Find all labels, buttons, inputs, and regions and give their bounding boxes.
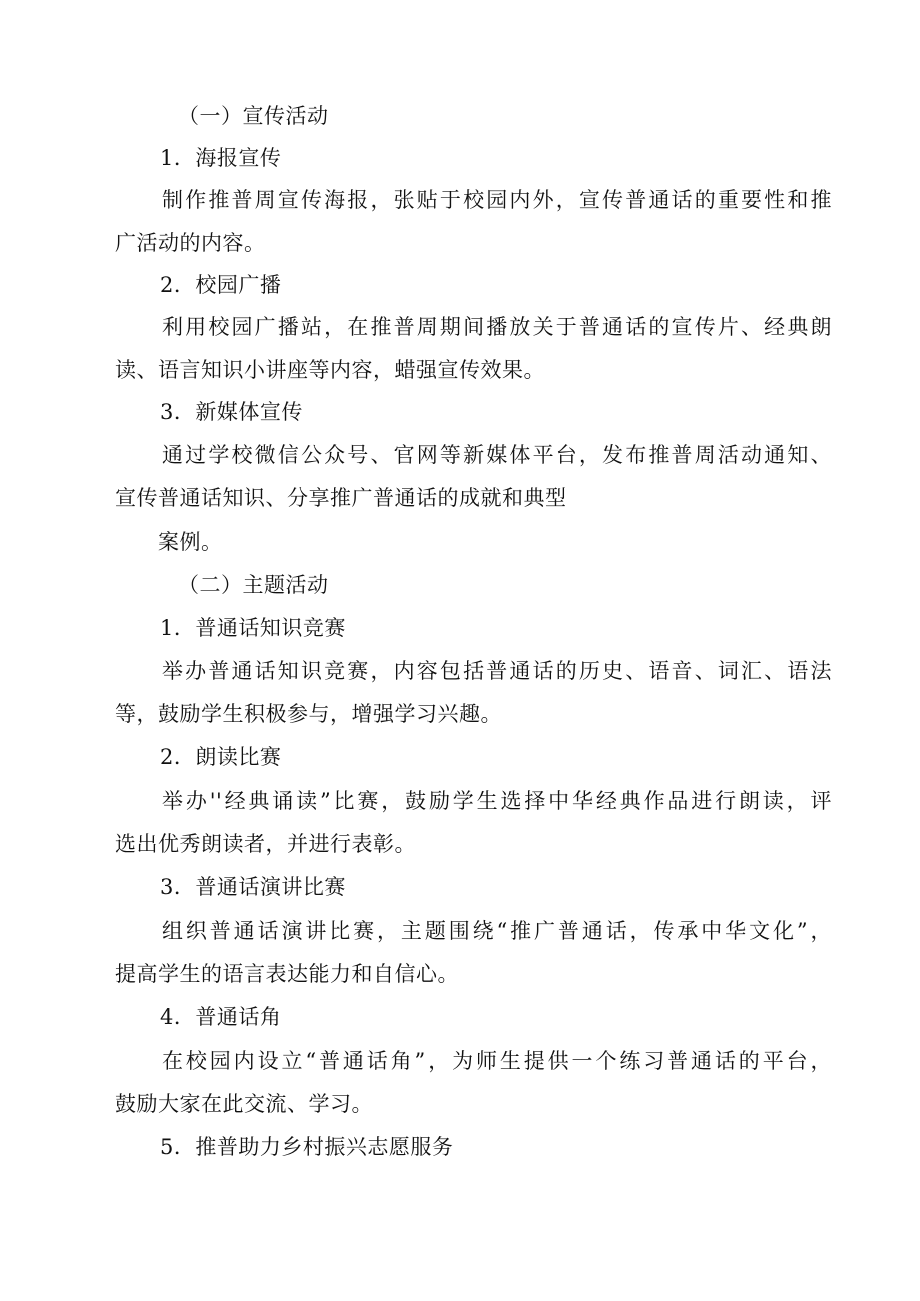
item-body-line: 通过学校微信公众号、官网等新媒体平台，发布推普周活动通知、 — [162, 443, 832, 467]
item-body-line: 鼓励大家在此交流、学习。 — [115, 1092, 373, 1116]
item-title: 3．新媒体宣传 — [160, 400, 303, 424]
section-heading: （二）主题活动 — [178, 573, 329, 597]
item-title: 3．普通话演讲比赛 — [160, 875, 346, 899]
item-body-line: 案例。 — [158, 530, 223, 554]
item-body-line: 选出优秀朗读者，并进行表彰。 — [115, 832, 416, 856]
item-title: 1．普通话知识竞赛 — [160, 616, 346, 640]
item-title: 5．推普助力乡村振兴志愿服务 — [160, 1135, 454, 1159]
item-body-line: 读、语言知识小讲座等内容，蜡强宣传效果。 — [115, 358, 545, 382]
item-body-line: 制作推普周宣传海报，张贴于校园内外，宣传普通话的重要性和推 — [162, 188, 832, 212]
item-title: 1．海报宣传 — [160, 146, 282, 170]
item-body-line: 提高学生的语言表达能力和自信心。 — [115, 962, 459, 986]
item-title: 2．校园广播 — [160, 273, 282, 297]
item-body-line: 举办''经典诵读”比赛，鼓励学生选择中华经典作品进行朗读，评 — [162, 789, 832, 813]
item-title: 2．朗读比赛 — [160, 745, 282, 769]
section-heading: （一）宣传活动 — [178, 104, 329, 128]
item-body-line: 利用校园广播站，在推普周期间播放关于普通话的宣传片、经典朗 — [162, 315, 832, 339]
item-body-line: 组织普通话演讲比赛，主题围绕“推广普通话，传承中华文化”， — [162, 919, 832, 943]
item-body-line: 等，鼓励学生积极参与，增强学习兴趣。 — [115, 702, 502, 726]
item-body-line: 在校园内设立“普通话角”，为师生提供一个练习普通话的平台， — [162, 1049, 832, 1073]
item-body-line: 宣传普通话知识、分享推广普通话的成就和典型 — [115, 486, 567, 510]
item-title: 4．普通话角 — [160, 1005, 282, 1029]
item-body-line: 广活动的内容。 — [115, 231, 266, 255]
item-body-line: 举办普通话知识竞赛，内容包括普通话的历史、语音、词汇、语法 — [162, 659, 832, 683]
